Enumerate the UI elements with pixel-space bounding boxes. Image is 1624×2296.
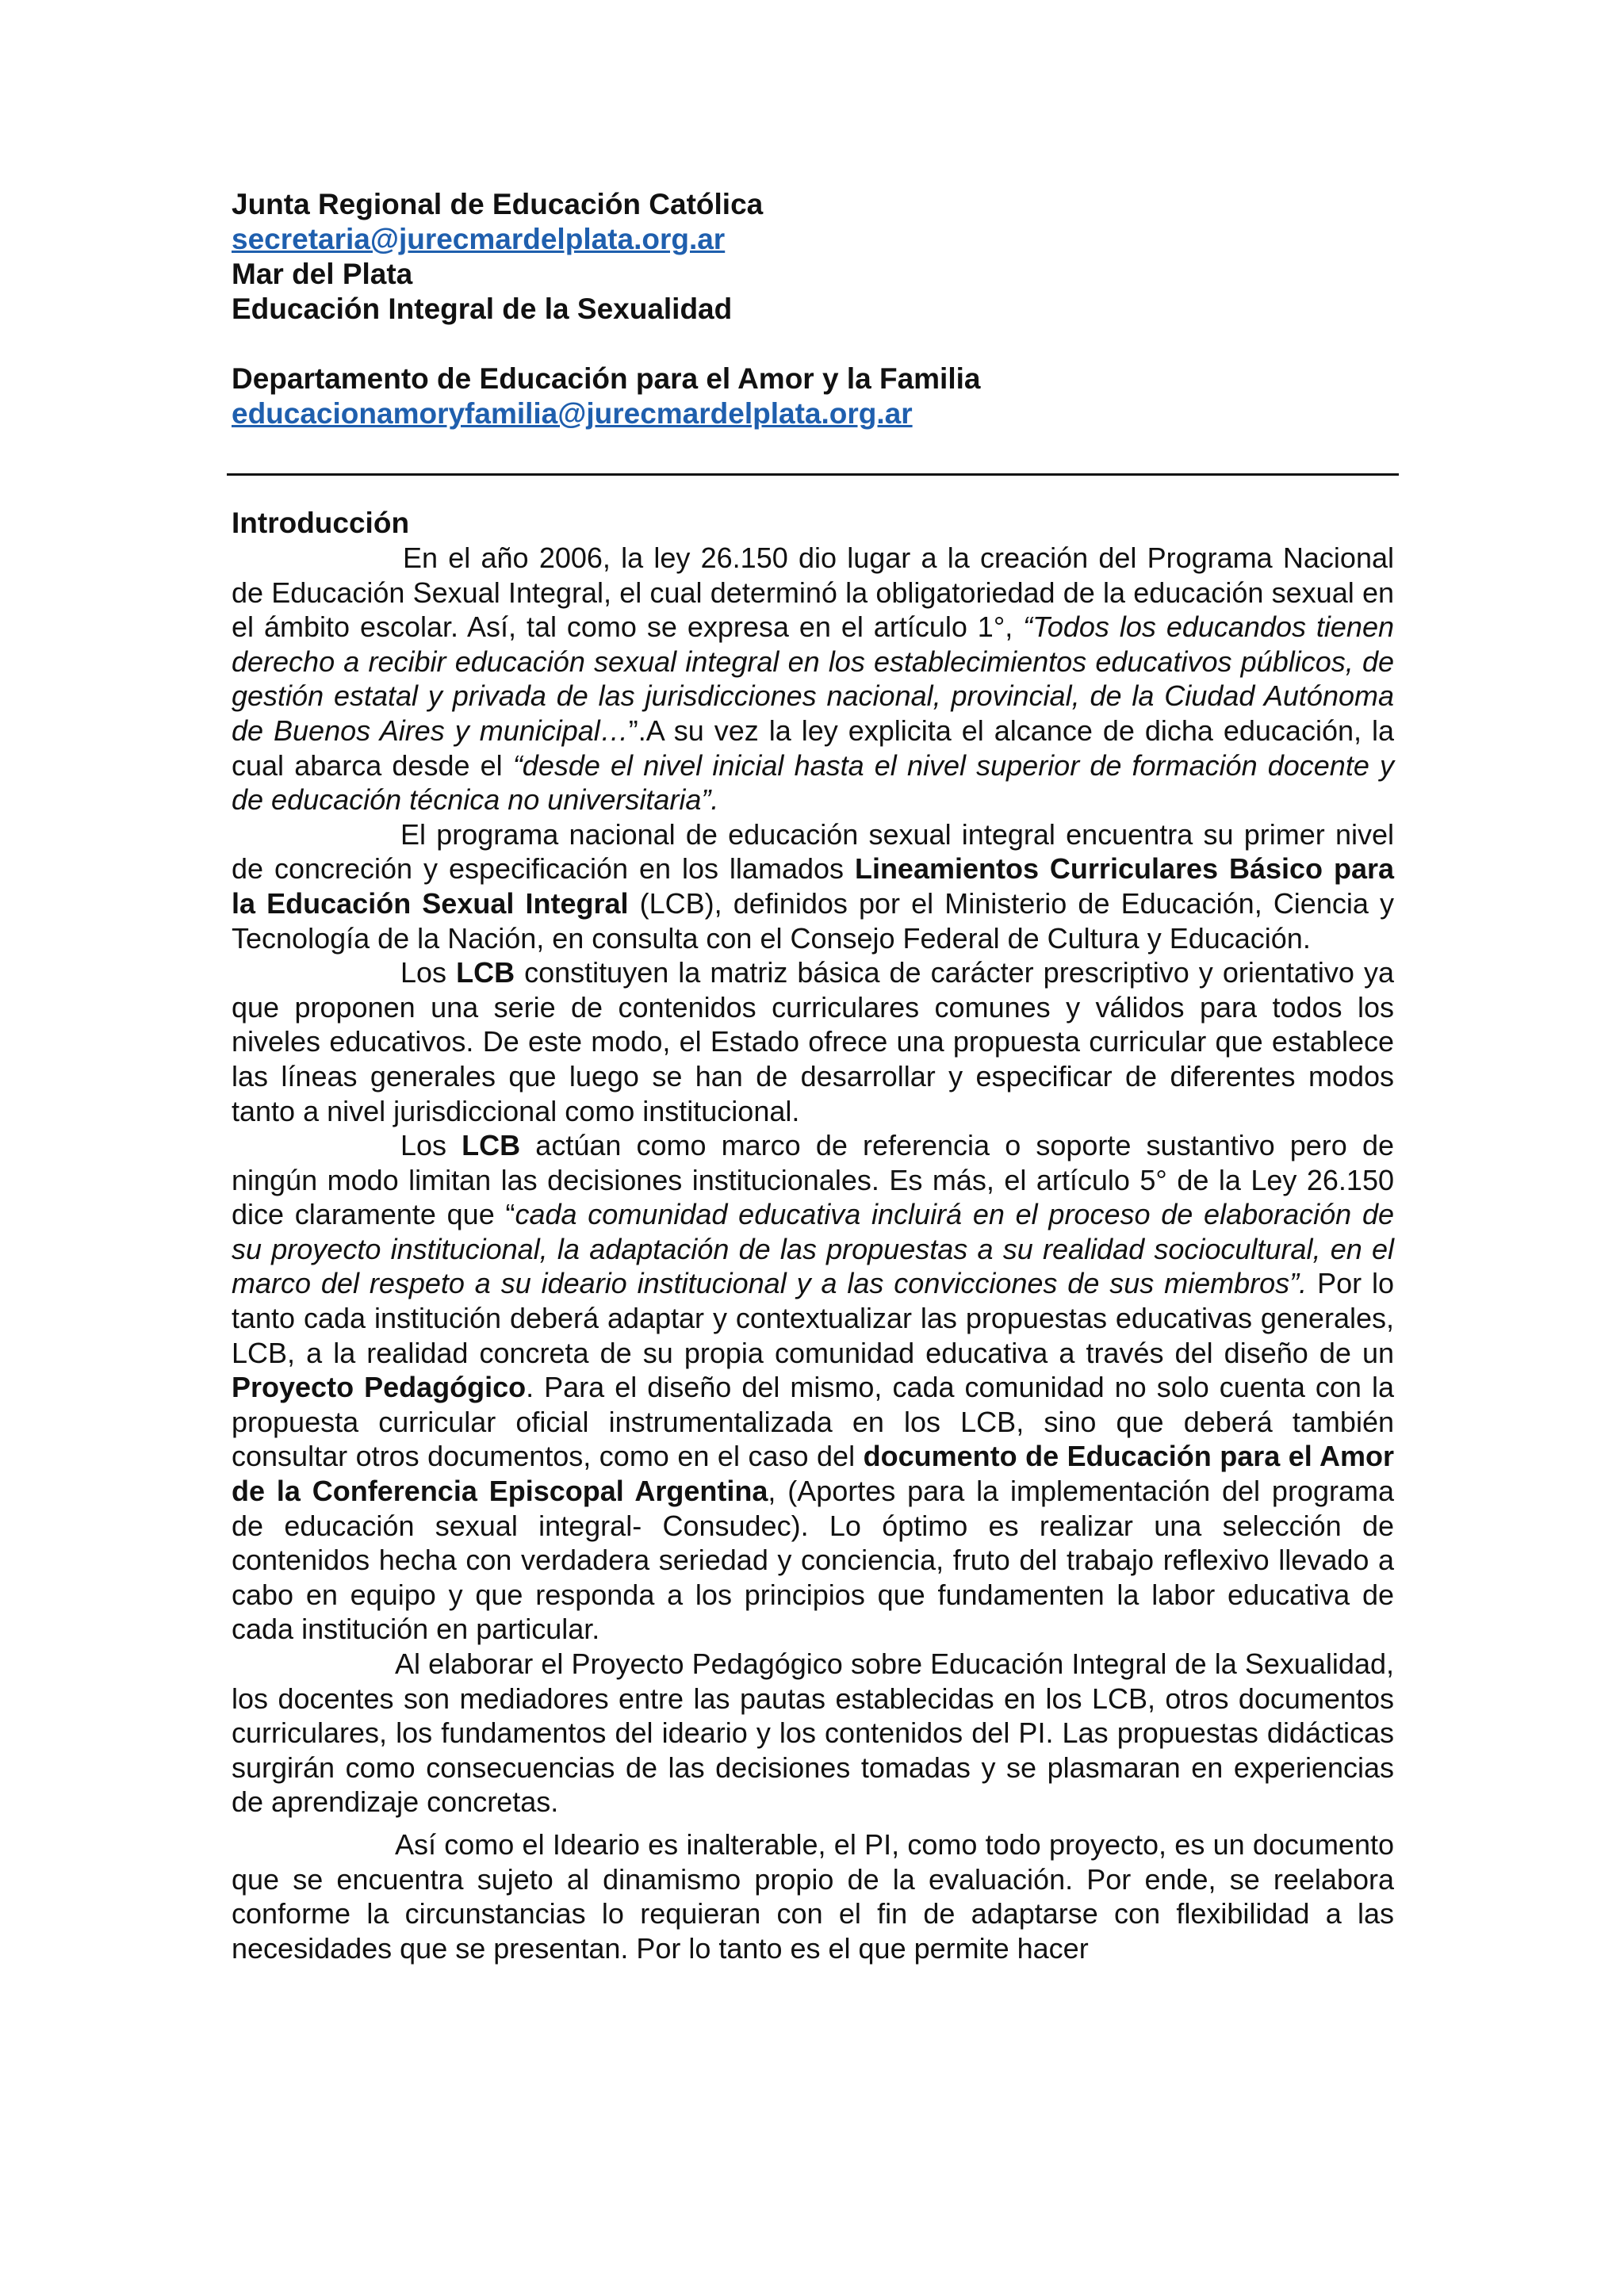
organization-name: Junta Regional de Educación Católica [232, 188, 764, 220]
paragraph-2 [232, 817, 1394, 955]
p4-bold-3: documento de Educación para el Amor de la Conferencia Episcopal Argentina [232, 1440, 1395, 1508]
p2-text-1: El programa nacional de educación sexual integral encuentra su primer nivel de concreción y especificación en los llamados [232, 817, 1394, 886]
letterhead [232, 187, 1397, 431]
paragraph-3 [232, 955, 1394, 1128]
section-heading: Introducción [232, 507, 410, 539]
department-email-link[interactable]: educacionamoryfamilia@jurecmardelplata.org.ar [232, 397, 913, 430]
department-name: Departamento de Educación para el Amor y la Familia [232, 362, 981, 395]
p4-text-5: , (Aportes para la implementación del programa de educación sexual integral- Consudec). Lo óptimo es realizar una selección de contenidos hecha con verdadera seriedad y conciencia, fruto del trabajo reflexivo llevado a cabo en equipo y que responda a los principios que fundamenten la labor educativa de cada institución en particular. [232, 1475, 1394, 1646]
p1-quote-1: “Todos los educandos tienen derecho a recibir educación sexual integral en los establecimientos educativos públicos, de gestión estatal y privada de las jurisdicciones nacional, provincial, de la Ciudad Autónoma de Buenos Aires y municipal… [232, 610, 1394, 747]
paragraph-1 [232, 541, 1394, 817]
p3-text-2: constituyen la matriz básica de carácter prescriptivo y orientativo ya que proponen una serie de contenidos curriculares comunes y válidos para todos los niveles educativos. De este modo, el Estado ofrece una propuesta curricular que establece las líneas generales que luego se han de desarrollar y especificar de diferentes modos tanto a nivel jurisdiccional como institucional. [232, 956, 1394, 1127]
header-spacer [232, 327, 1397, 362]
city-name: Mar del Plata [232, 258, 413, 290]
secretaria-email-link[interactable]: secretaria@jurecmardelplata.org.ar [232, 223, 726, 255]
document-body [232, 506, 1394, 1965]
p1-text-2: ”.A su vez la ley explicita el alcance de dicha educación, la cual abarca desde el [232, 714, 1394, 782]
p4-text-2: actúan como marco de referencia o soporte sustantivo pero de ningún modo limitan las decisiones institucionales. Es más, el artículo 5° de la Ley 26.150 dice claramente que “ [232, 1129, 1394, 1231]
p1-text-1: En el año 2006, la ley 26.150 dio lugar a la creación del Programa Nacional de Educación Sexual Integral, el cual determinó la obligatoriedad de la educación sexual en el ámbito escolar. Así, tal como se expresa en el artículo 1°, [232, 541, 1394, 644]
p2-bold-1: Lineamientos Curriculares Básico para la Educación Sexual Integral [232, 852, 1395, 920]
p2-text-2: (LCB), definidos por el Ministerio de Educación, Ciencia y Tecnología de la Nación, en consulta con el Consejo Federal de Cultura y Educación. [232, 886, 1394, 955]
p4-bold-2: Proyecto Pedagógico [232, 1371, 527, 1404]
paragraph-5: Al elaborar el Proyecto Pedagógico sobre Educación Integral de la Sexualidad, los docentes son mediadores entre las pautas establecidas en los LCB, otros documentos curriculares, los fundamentos del ideario y los contenidos del PI. Las propuestas didácticas surgirán como consecuencias de las decisiones tomadas y se plasmaran en experiencias de aprendizaje concretas. [232, 1647, 1394, 1819]
p4-quote-1: cada comunidad educativa incluirá en el proceso de elaboración de su proyecto institucional, la adaptación de las propuestas a su realidad sociocultural, en el marco del respeto a su ideario institucional y a las convicciones de sus miembros”. [232, 1198, 1394, 1300]
document-subject: Educación Integral de la Sexualidad [232, 293, 733, 325]
header-divider [227, 473, 1399, 476]
p4-text-1: Los [400, 1129, 462, 1162]
p4-text-3: Por lo tanto cada institución deberá adaptar y contextualizar las propuestas educativas generales, LCB, a la realidad concreta de su propia comunidad educativa a través del diseño de un [232, 1267, 1394, 1369]
p4-bold-1: LCB [462, 1129, 521, 1162]
p4-text-4: . Para el diseño del mismo, cada comunidad no solo cuenta con la propuesta curricular oficial instrumentalizada en los LCB, sino que deberá también consultar otros documentos, como en el caso del [232, 1371, 1394, 1473]
paragraph-6: Así como el Ideario es inalterable, el PI, como todo proyecto, es un documento que se encuentra sujeto al dinamismo propio de la evaluación. Por ende, se reelabora conforme la circunstancias lo requieran con el fin de adaptarse con flexibilidad a las necesidades que se presentan. Por lo tanto es el que permite hacer [232, 1827, 1394, 1965]
p3-text-1: Los [400, 956, 457, 989]
p3-bold-1: LCB [456, 956, 515, 989]
paragraph-4 [232, 1128, 1394, 1647]
p1-quote-2: “desde el nivel inicial hasta el nivel superior de formación docente y de educación técnica no universitaria”. [232, 748, 1394, 817]
